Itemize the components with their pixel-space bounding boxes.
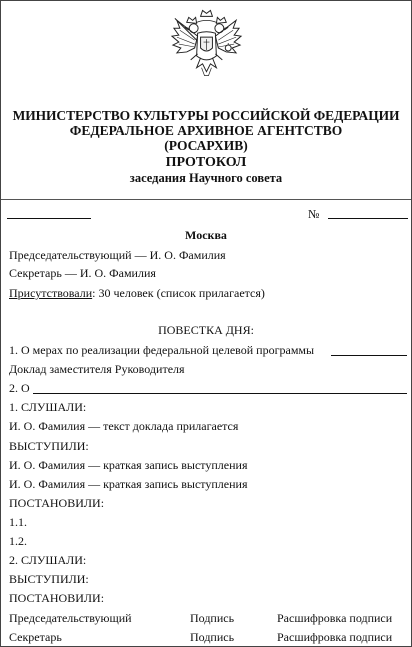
spoke-1-entry-2: И. О. Фамилия — краткая запись выступления bbox=[9, 477, 248, 491]
heard-1-text: И. О. Фамилия — текст доклада прилагается bbox=[9, 419, 239, 433]
agency-short-name: (РОСАРХИВ) bbox=[164, 138, 248, 153]
heard-1-heading: 1. СЛУШАЛИ: bbox=[9, 400, 87, 414]
secretary-line: Секретарь — И. О. Фамилия bbox=[9, 266, 156, 280]
signature-chair-role: Председательствующий bbox=[9, 611, 132, 625]
decided-2-heading: ПОСТАНОВИЛИ: bbox=[9, 591, 105, 605]
agenda-item-2: 2. О bbox=[9, 381, 30, 395]
header-divider bbox=[1, 199, 411, 200]
ministry-name: МИНИСТЕРСТВО КУЛЬТУРЫ РОССИЙСКОЙ ФЕДЕРАЦИИ bbox=[12, 108, 400, 123]
chair-line: Председательствующий — И. О. Фамилия bbox=[9, 248, 226, 262]
spoke-1-heading: ВЫСТУПИЛИ: bbox=[9, 439, 89, 453]
document-subtitle: заседания Научного совета bbox=[129, 171, 283, 185]
spoke-1-entry-1: И. О. Фамилия — краткая запись выступления bbox=[9, 458, 248, 472]
document-type: ПРОТОКОЛ bbox=[165, 155, 247, 170]
decision-1-2: 1.2. bbox=[9, 534, 27, 548]
number-blank bbox=[328, 218, 408, 219]
program-blank bbox=[331, 355, 407, 356]
signature-secretary-sign: Подпись bbox=[190, 630, 235, 644]
signature-chair-decode: Расшифровка подписи bbox=[277, 611, 393, 625]
agency-name: ФЕДЕРАЛЬНОЕ АРХИВНОЕ АГЕНТСТВО bbox=[69, 123, 343, 138]
agenda-item-1-report: Доклад заместителя Руководителя bbox=[9, 362, 185, 376]
present-text: : 30 человек (список прилагается) bbox=[92, 286, 265, 300]
decision-1-1: 1.1. bbox=[9, 515, 27, 529]
heard-2-heading: 2. СЛУШАЛИ: bbox=[9, 553, 87, 567]
agenda-item-2-blank bbox=[33, 393, 407, 394]
coat-of-arms-emblem bbox=[167, 6, 246, 90]
signature-secretary-role: Секретарь bbox=[9, 630, 62, 644]
signature-secretary-decode: Расшифровка подписи bbox=[277, 630, 393, 644]
decided-1-heading: ПОСТАНОВИЛИ: bbox=[9, 496, 105, 510]
date-blank bbox=[7, 218, 91, 219]
present-line bbox=[9, 286, 265, 300]
city: Москва bbox=[185, 228, 227, 242]
number-label: № bbox=[308, 207, 320, 221]
spoke-2-heading: ВЫСТУПИЛИ: bbox=[9, 572, 89, 586]
signature-chair-sign: Подпись bbox=[190, 611, 235, 625]
present-label: Присутствовали bbox=[9, 286, 93, 300]
agenda-title: ПОВЕСТКА ДНЯ: bbox=[158, 323, 254, 337]
agenda-item-1: 1. О мерах по реализации федеральной целевой программы bbox=[9, 343, 315, 357]
